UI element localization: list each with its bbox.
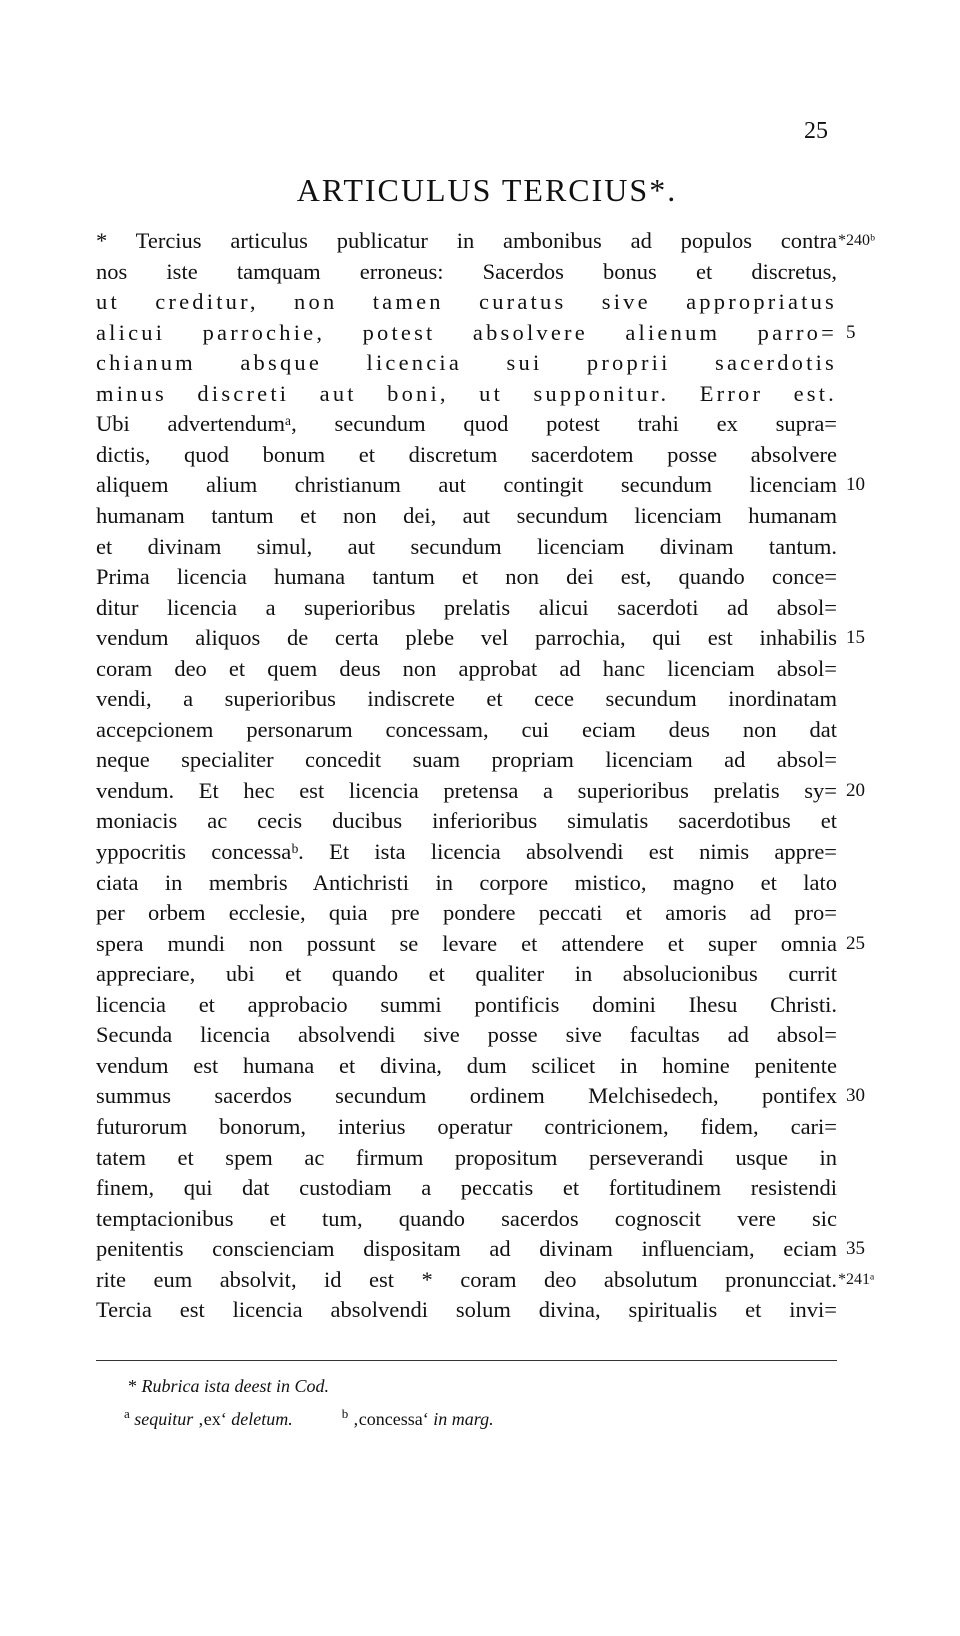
footnote-a-quoted: ‚ex‘ — [197, 1409, 227, 1429]
footnote-star — [128, 1376, 329, 1397]
text-line: nos iste tamquam erroneus: Sacerdos bonus et discretus, — [96, 258, 837, 284]
text-line: appreciare, ubi et quando et qualiter in absolucionibus currit — [96, 961, 837, 987]
line-number: 5 — [846, 321, 856, 343]
text-line: temptacionibus et tum, quando sacerdos cognoscit vere sic — [96, 1205, 837, 1231]
text-line: dictis, quod bonum et discretum sacerdotem posse absolvere — [96, 441, 837, 467]
line-number: 20 — [846, 779, 865, 801]
line-number: 30 — [846, 1085, 865, 1107]
footnote-a-post: deletum. — [231, 1409, 293, 1429]
text-line: rite eum absolvit, id est * coram deo absolutum pronuncciat. — [96, 1266, 837, 1292]
page-number: 25 — [804, 118, 828, 144]
text-line: chianum absque licencia sui proprii sacerdotis — [96, 350, 837, 376]
text-line: ut creditur, non tamen curatus sive appropriatus — [96, 289, 837, 315]
text-line: vendum est humana et divina, dum scilicet in homine penitente — [96, 1052, 837, 1078]
text-line: vendum. Et hec est licencia pretensa a superioribus prelatis sy= — [96, 777, 837, 803]
line-number: 35 — [846, 1238, 865, 1260]
footnote-a-b — [124, 1406, 494, 1430]
text-line: penitentis conscienciam dispositam ad divinam influenciam, eciam — [96, 1236, 837, 1262]
text-line: tatem et spem ac firmum propositum perseverandi usque in — [96, 1144, 837, 1170]
text-line: finem, qui dat custodiam a peccatis et fortitudinem resistendi — [96, 1175, 837, 1201]
text-line: alicui parrochie, potest absolvere alienum parro= — [96, 319, 837, 345]
text-line: moniacis ac cecis ducibus inferioribus simulatis sacerdotibus et — [96, 808, 837, 834]
folio-reference: *241ᵃ — [838, 1270, 875, 1288]
text-line: summus sacerdos secundum ordinem Melchisedech, pontifex — [96, 1083, 837, 1109]
footnote-mark-b: b — [341, 1406, 349, 1421]
text-line: Ubi advertendumᵃ, secundum quod potest trahi ex supra= — [96, 411, 837, 437]
text-line: Secunda licencia absolvendi sive posse sive facultas ad absol= — [96, 1022, 837, 1048]
text-line: licencia et approbacio summi pontificis domini Ihesu Christi. — [96, 991, 837, 1017]
text-line: futurorum bonorum, interius operatur contricionem, fidem, cari= — [96, 1113, 837, 1139]
text-line: accepcionem personarum concessam, cui eciam deus non dat — [96, 716, 837, 742]
text-line: yppocritis concessaᵇ. Et ista licencia absolvendi est nimis appre= — [96, 839, 837, 864]
text-line: Tercia est licencia absolvendi solum divina, spiritualis et invi= — [96, 1297, 837, 1323]
footnote-b-post: in marg. — [433, 1409, 494, 1429]
text-line: vendi, a superioribus indiscrete et cece secundum inordinatam — [96, 686, 837, 712]
text-line: minus discreti aut boni, ut supponitur. Error est. — [96, 380, 837, 406]
footnote-mark: * — [128, 1376, 137, 1396]
text-line: humanam tantum et non dei, aut secundum licenciam humanam — [96, 502, 837, 528]
article-title: ARTICULUS TERCIUS*. — [296, 172, 678, 208]
text-line: * Tercius articulus publicatur in ambonibus ad populos contra — [96, 228, 837, 253]
line-number: 15 — [846, 627, 865, 649]
footnote-a-pre: sequitur — [134, 1409, 194, 1429]
footnote-mark-a: a — [124, 1406, 130, 1421]
folio-reference: *240ᵇ — [838, 232, 875, 249]
line-number: 10 — [846, 474, 865, 496]
text-line: aliquem alium christianum aut contingit secundum licenciam — [96, 472, 837, 498]
text-line: vendum aliquos de certa plebe vel parrochia, qui est inhabilis — [96, 625, 837, 651]
text-line: Prima licencia humana tantum et non dei est, quando conce= — [96, 564, 837, 590]
line-number: 25 — [846, 932, 865, 954]
text-line: et divinam simul, aut secundum licenciam divinam tantum. — [96, 533, 837, 559]
text-line: spera mundi non possunt se levare et attendere et super omnia — [96, 930, 837, 956]
footnote-rule — [96, 1360, 837, 1361]
text-line: ciata in membris Antichristi in corpore mistico, magno et lato — [96, 869, 837, 895]
text-line: per orbem ecclesie, quia pre pondere peccati et amoris ad pro= — [96, 900, 837, 926]
footnote-text: Rubrica ista deest in Cod. — [141, 1376, 329, 1396]
text-line: neque specialiter concedit suam propriam licenciam ad absol= — [96, 747, 837, 773]
text-line: coram deo et quem deus non approbat ad hanc licenciam absol= — [96, 655, 837, 681]
text-line: ditur licencia a superioribus prelatis alicui sacerdoti ad absol= — [96, 594, 837, 620]
footnote-b-quoted: ‚concessa‘ — [352, 1409, 429, 1429]
